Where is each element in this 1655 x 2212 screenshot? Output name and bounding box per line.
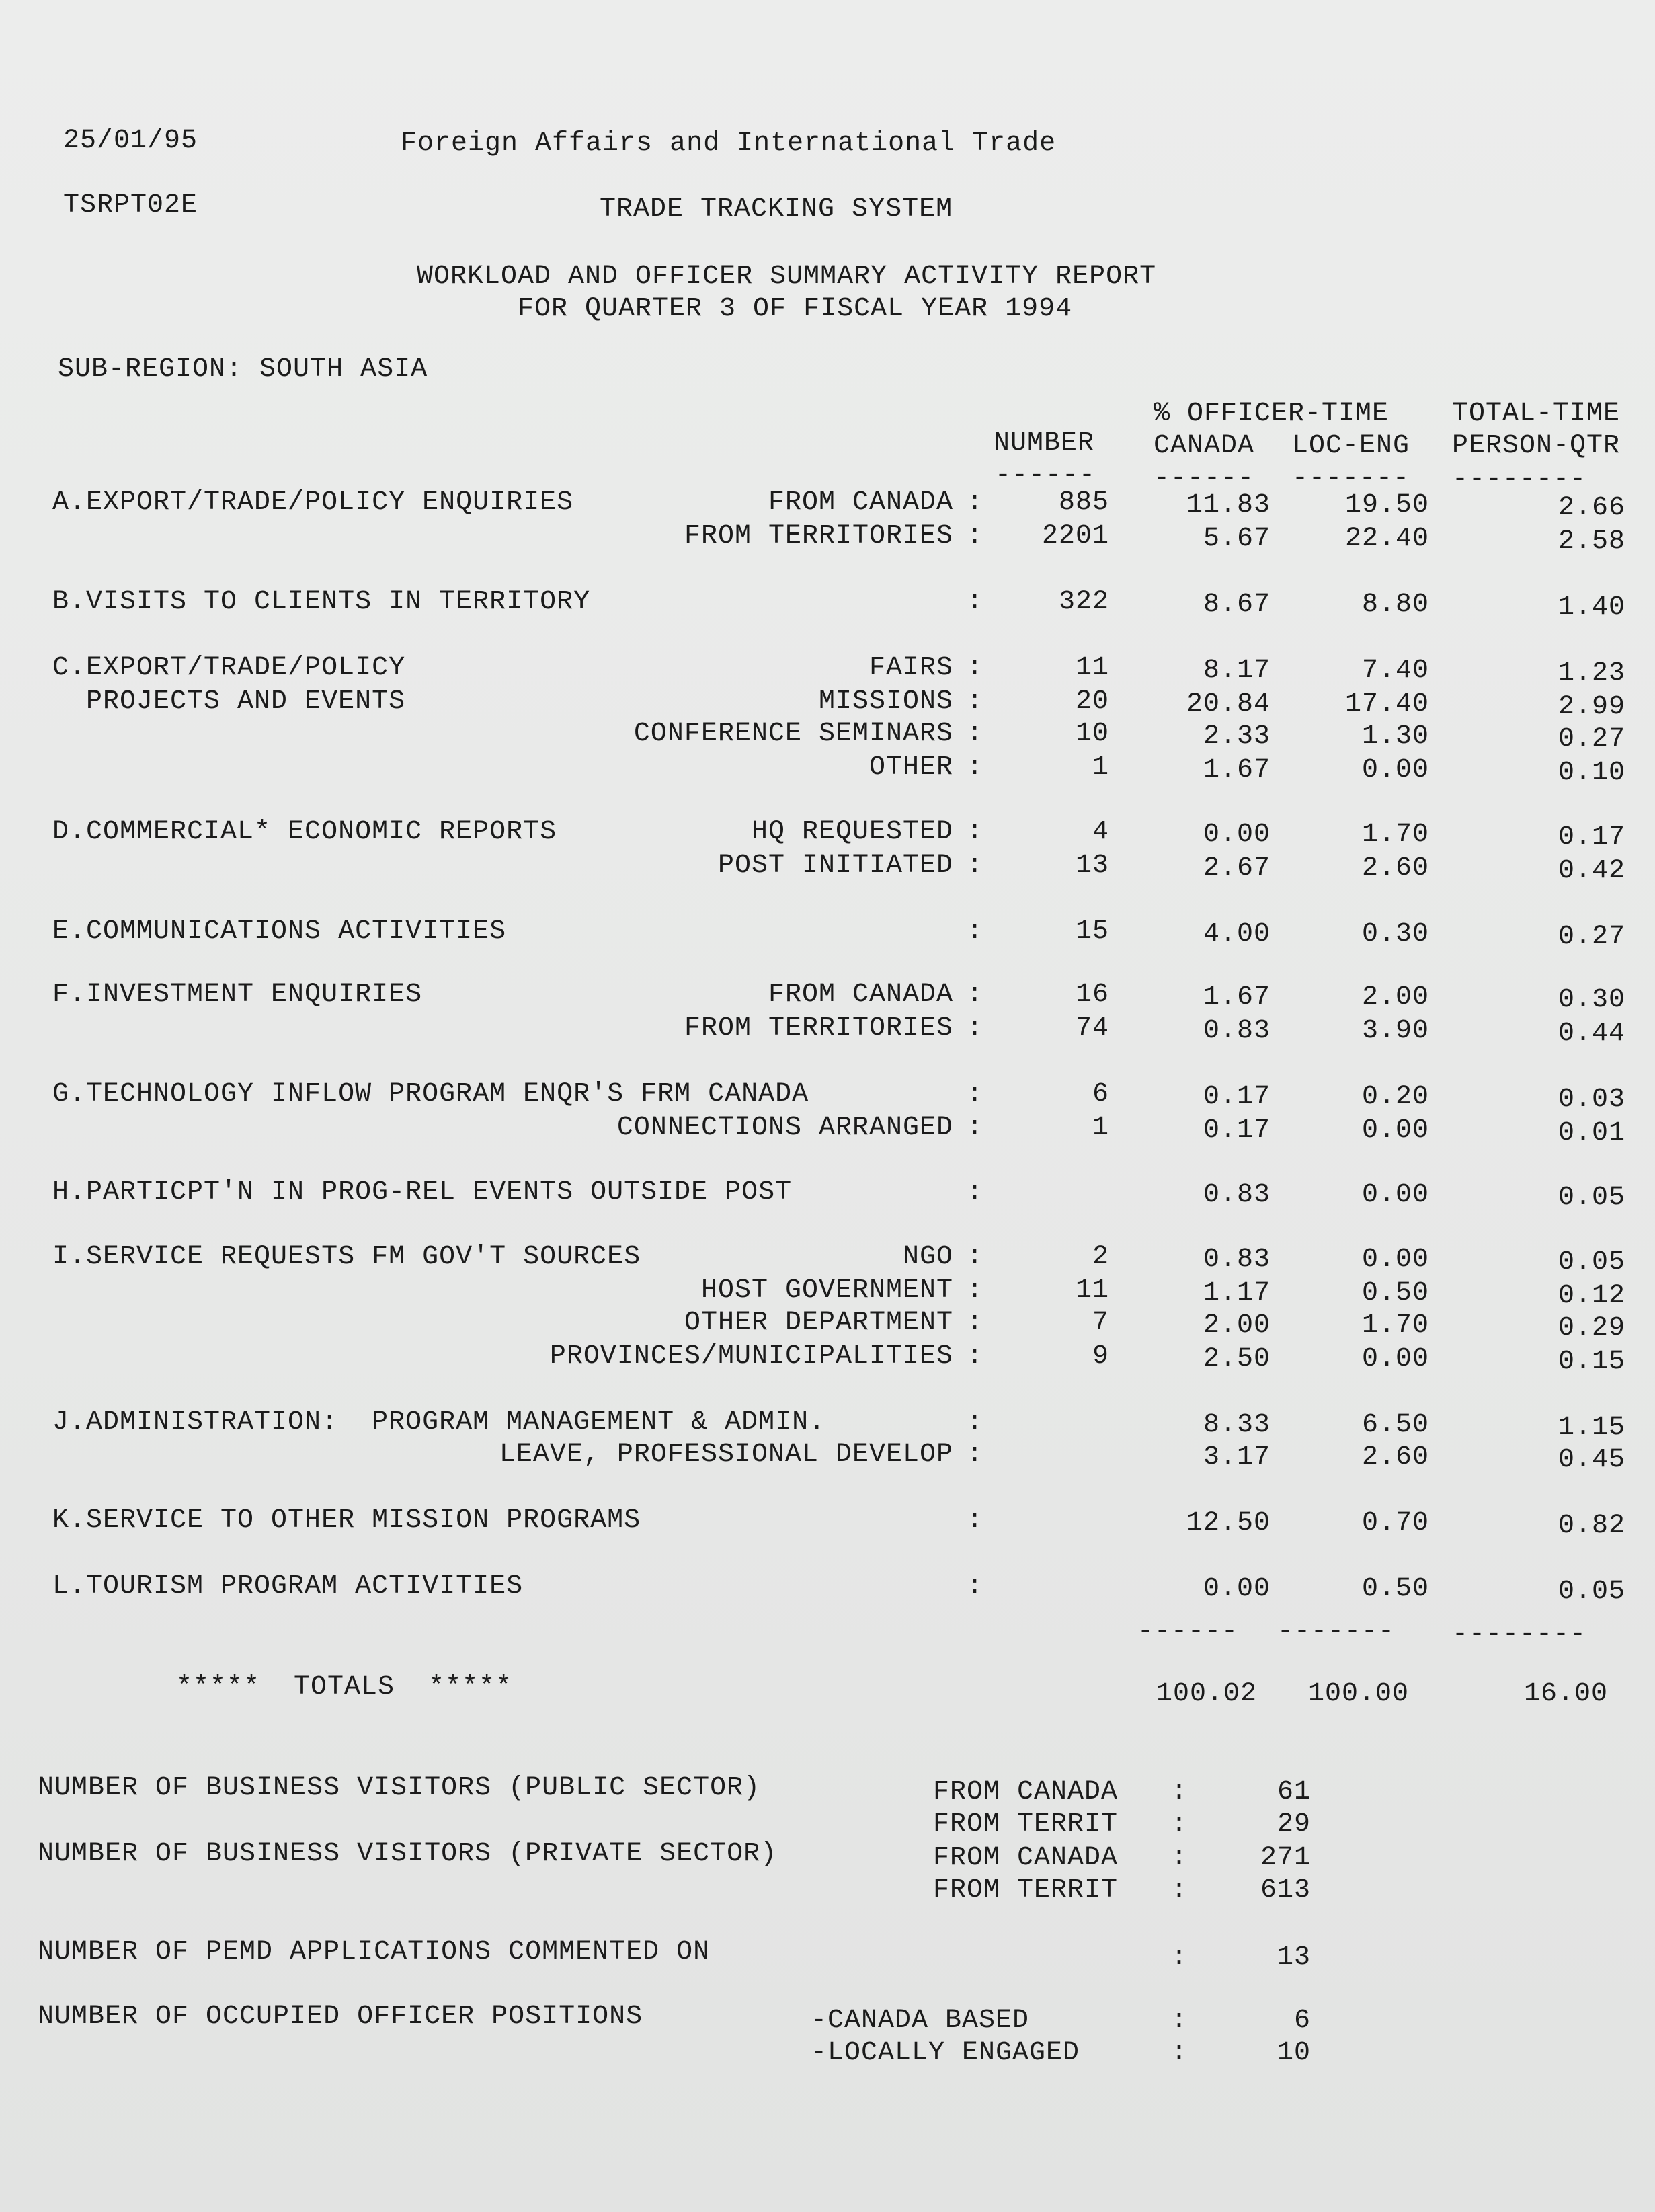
row-loc-eng: 0.00	[1361, 1180, 1429, 1210]
visitors-private-canada-value: 271	[1260, 1843, 1311, 1873]
pemd-label: NUMBER OF PEMD APPLICATIONS COMMENTED ON	[38, 1937, 711, 1967]
row-loc-eng: 1.30	[1361, 721, 1429, 752]
row-colon: :	[967, 1505, 984, 1536]
visitors-public-from-territ: FROM TERRIT	[933, 1809, 1119, 1840]
row-number: 1	[1092, 752, 1109, 783]
positions-canada-value: 6	[1293, 2006, 1311, 2036]
row-canada: 2.33	[1203, 721, 1270, 752]
row-number: 20	[1075, 686, 1109, 717]
col-header-officer-time: % OFFICER-TIME	[1154, 399, 1389, 429]
row-loc-eng: 0.70	[1361, 1508, 1429, 1538]
col-header-total-time: TOTAL-TIME	[1452, 399, 1621, 429]
row-sublabel: HOST GOVERNMENT	[700, 1275, 953, 1306]
totals-canada: 100.02	[1156, 1679, 1257, 1709]
col-rule-number: ------	[995, 461, 1096, 491]
row-canada: 2.00	[1203, 1310, 1270, 1341]
row-label: L.TOURISM PROGRAM ACTIVITIES	[52, 1571, 524, 1602]
row-number: 7	[1092, 1308, 1109, 1338]
row-person-qtr: 2.66	[1558, 493, 1625, 523]
row-label: D.COMMERCIAL* ECONOMIC REPORTS	[52, 817, 557, 847]
report-title-line2: FOR QUARTER 3 OF FISCAL YEAR 1994	[518, 294, 1073, 324]
row-person-qtr: 0.05	[1558, 1183, 1625, 1213]
row-loc-eng: 1.70	[1361, 820, 1429, 850]
row-person-qtr: 0.10	[1558, 758, 1625, 788]
row-colon: :	[967, 587, 984, 617]
row-person-qtr: 0.12	[1558, 1281, 1625, 1311]
row-sublabel: NGO	[902, 1242, 953, 1272]
row-colon: :	[967, 719, 984, 749]
row-label: F.INVESTMENT ENQUIRIES	[52, 980, 423, 1010]
row-colon: :	[967, 653, 984, 683]
totals-label: ***** TOTALS *****	[176, 1672, 513, 1702]
total-rule-loc-eng: -------	[1277, 1617, 1396, 1647]
row-colon: :	[967, 1341, 984, 1372]
row-colon: :	[967, 817, 984, 847]
col-rule-canada: ------	[1154, 463, 1255, 493]
col-header-loc-eng: LOC-ENG	[1292, 431, 1410, 461]
row-canada: 0.17	[1203, 1115, 1270, 1146]
positions-local-label: -LOCALLY ENGAGED	[811, 2038, 1080, 2068]
row-canada: 1.17	[1203, 1278, 1270, 1308]
row-loc-eng: 0.30	[1361, 919, 1429, 949]
row-loc-eng: 0.00	[1361, 755, 1429, 785]
row-label: I.SERVICE REQUESTS FM GOV'T SOURCES	[52, 1242, 641, 1272]
row-sublabel: HQ REQUESTED	[751, 817, 953, 847]
row-canada: 8.67	[1203, 590, 1270, 620]
row-person-qtr: 0.15	[1558, 1347, 1625, 1377]
row-canada: 2.67	[1203, 853, 1270, 883]
row-label: J.ADMINISTRATION: PROGRAM MANAGEMENT & ADMIN.	[52, 1407, 826, 1437]
system-name: TRADE TRACKING SYSTEM	[600, 194, 953, 225]
row-colon: :	[967, 851, 984, 881]
row-number: 13	[1075, 851, 1109, 881]
visitors-private-from-territ: FROM TERRIT	[933, 1875, 1119, 1905]
row-person-qtr: 0.29	[1558, 1313, 1625, 1343]
positions-label: NUMBER OF OCCUPIED OFFICER POSITIONS	[38, 2002, 643, 2032]
visitors-private-label: NUMBER OF BUSINESS VISITORS (PRIVATE SECTOR)	[38, 1839, 778, 1869]
report-title-line1: WORKLOAD AND OFFICER SUMMARY ACTIVITY REPORT	[417, 262, 1157, 292]
bleed-through	[1365, 141, 1623, 171]
row-loc-eng: 2.60	[1361, 853, 1429, 883]
row-number: 6	[1092, 1079, 1109, 1109]
row-canada: 8.17	[1203, 656, 1270, 686]
row-loc-eng: 3.90	[1361, 1016, 1429, 1046]
row-number: 16	[1075, 980, 1109, 1010]
row-person-qtr: 0.17	[1558, 822, 1625, 853]
subregion: SUB-REGION: SOUTH ASIA	[58, 354, 428, 385]
department-name: Foreign Affairs and International Trade	[401, 128, 1057, 159]
colon: :	[1171, 1942, 1188, 1973]
row-person-qtr: 0.27	[1558, 922, 1625, 952]
row-loc-eng: 22.40	[1344, 524, 1429, 554]
total-rule-person-qtr: --------	[1452, 1620, 1587, 1650]
row-canada: 0.00	[1203, 1574, 1270, 1604]
colon: :	[1171, 1809, 1188, 1840]
row-sublabel: LEAVE, PROFESSIONAL DEVELOP	[499, 1439, 953, 1470]
row-canada: 4.00	[1203, 919, 1270, 949]
report-code: TSRPT02E	[63, 190, 198, 221]
row-label: A.EXPORT/TRADE/POLICY ENQUIRIES	[52, 487, 574, 518]
row-canada: 1.67	[1203, 982, 1270, 1013]
row-sublabel: OTHER	[869, 752, 953, 783]
row-person-qtr: 0.44	[1558, 1019, 1625, 1049]
row-sublabel: OTHER DEPARTMENT	[684, 1308, 953, 1338]
report-date: 25/01/95	[63, 126, 198, 156]
row-number: 15	[1075, 916, 1109, 947]
row-loc-eng: 8.80	[1361, 590, 1429, 620]
row-canada: 1.67	[1203, 755, 1270, 785]
row-canada: 2.50	[1203, 1344, 1270, 1374]
row-number: 4	[1092, 817, 1109, 847]
row-loc-eng: 0.50	[1361, 1574, 1429, 1604]
row-loc-eng: 0.00	[1361, 1344, 1429, 1374]
row-colon: :	[967, 1113, 984, 1143]
row-canada: 0.17	[1203, 1082, 1270, 1112]
row-colon: :	[967, 1242, 984, 1272]
row-canada: 3.17	[1203, 1442, 1270, 1472]
col-header-canada: CANADA	[1154, 431, 1255, 461]
row-person-qtr: 2.99	[1558, 692, 1625, 722]
visitors-public-label: NUMBER OF BUSINESS VISITORS (PUBLIC SECTOR)	[38, 1773, 761, 1803]
totals-person-qtr: 16.00	[1523, 1679, 1608, 1709]
row-loc-eng: 7.40	[1361, 656, 1429, 686]
row-canada: 20.84	[1186, 689, 1270, 719]
positions-canada-label: -CANADA BASED	[811, 2006, 1030, 2036]
row-number: 2201	[1041, 521, 1109, 551]
visitors-public-from-canada: FROM CANADA	[933, 1777, 1119, 1807]
row-number: 9	[1092, 1341, 1109, 1372]
row-person-qtr: 0.01	[1558, 1118, 1625, 1148]
row-canada: 0.83	[1203, 1245, 1270, 1275]
row-person-qtr: 0.42	[1558, 856, 1625, 886]
row-label: B.VISITS TO CLIENTS IN TERRITORY	[52, 587, 591, 617]
visitors-private-territ-value: 613	[1260, 1875, 1311, 1905]
row-person-qtr: 0.03	[1558, 1084, 1625, 1115]
row-sublabel: CONFERENCE SEMINARS	[633, 719, 953, 749]
row-label: H.PARTICPT'N IN PROG-REL EVENTS OUTSIDE POST	[52, 1177, 793, 1208]
row-colon: :	[967, 752, 984, 783]
colon: :	[1171, 2038, 1188, 2068]
row-label: G.TECHNOLOGY INFLOW PROGRAM ENQR'S FRM CANADA	[52, 1079, 809, 1109]
row-colon: :	[967, 1407, 984, 1437]
row-loc-eng: 0.20	[1361, 1082, 1429, 1112]
colon: :	[1171, 1777, 1188, 1807]
row-colon: :	[967, 521, 984, 551]
row-loc-eng: 2.00	[1361, 982, 1429, 1013]
row-canada: 12.50	[1186, 1508, 1270, 1538]
row-person-qtr: 0.30	[1558, 985, 1625, 1015]
row-loc-eng: 0.00	[1361, 1245, 1429, 1275]
row-sublabel: MISSIONS	[818, 686, 953, 717]
totals-loc-eng: 100.00	[1307, 1679, 1409, 1709]
colon: :	[1171, 2006, 1188, 2036]
row-canada: 0.83	[1203, 1180, 1270, 1210]
row-colon: :	[967, 1013, 984, 1043]
col-header-number: NUMBER	[994, 428, 1095, 459]
pemd-value: 13	[1277, 1942, 1311, 1973]
row-person-qtr: 0.05	[1558, 1577, 1625, 1607]
row-canada: 0.83	[1203, 1016, 1270, 1046]
row-sublabel: CONNECTIONS ARRANGED	[616, 1113, 953, 1143]
row-sublabel: FROM TERRITORIES	[684, 521, 953, 551]
row-loc-eng: 0.00	[1361, 1115, 1429, 1146]
row-loc-eng: 2.60	[1361, 1442, 1429, 1472]
col-header-person-qtr: PERSON-QTR	[1452, 431, 1621, 461]
total-rule-canada: ------	[1137, 1617, 1239, 1647]
row-sublabel: FROM CANADA	[768, 980, 953, 1010]
row-colon: :	[967, 916, 984, 947]
row-canada: 8.33	[1203, 1410, 1270, 1440]
row-person-qtr: 0.82	[1558, 1511, 1625, 1541]
row-loc-eng: 0.50	[1361, 1278, 1429, 1308]
row-canada: 11.83	[1186, 490, 1270, 520]
row-number: 11	[1075, 1275, 1109, 1306]
row-sublabel: FROM CANADA	[768, 487, 953, 518]
row-colon: :	[967, 1177, 984, 1208]
row-label: C.EXPORT/TRADE/POLICY	[52, 653, 406, 683]
row-person-qtr: 0.05	[1558, 1247, 1625, 1277]
row-number: 1	[1092, 1113, 1109, 1143]
row-number: 74	[1075, 1013, 1109, 1043]
visitors-public-territ-value: 29	[1277, 1809, 1311, 1840]
row-colon: :	[967, 1439, 984, 1470]
row-canada: 0.00	[1203, 820, 1270, 850]
positions-local-value: 10	[1277, 2038, 1311, 2068]
row-sublabel: FAIRS	[869, 653, 953, 683]
col-rule-person-qtr: --------	[1452, 465, 1587, 495]
row-person-qtr: 0.27	[1558, 724, 1625, 754]
row-loc-eng: 6.50	[1361, 1410, 1429, 1440]
row-number: 885	[1058, 487, 1109, 518]
visitors-public-canada-value: 61	[1277, 1777, 1311, 1807]
row-colon: :	[967, 1308, 984, 1338]
row-sublabel: PROVINCES/MUNICIPALITIES	[549, 1341, 953, 1372]
row-colon: :	[967, 1079, 984, 1109]
row-person-qtr: 1.23	[1558, 658, 1625, 688]
row-label: E.COMMUNICATIONS ACTIVITIES	[52, 916, 507, 947]
row-number: 10	[1075, 719, 1109, 749]
colon: :	[1171, 1843, 1188, 1873]
row-label: K.SERVICE TO OTHER MISSION PROGRAMS	[52, 1505, 641, 1536]
row-label: PROJECTS AND EVENTS	[52, 686, 406, 717]
row-person-qtr: 1.15	[1558, 1413, 1625, 1443]
colon: :	[1171, 1875, 1188, 1905]
row-colon: :	[967, 487, 984, 518]
visitors-private-from-canada: FROM CANADA	[933, 1843, 1119, 1873]
row-number: 322	[1058, 587, 1109, 617]
row-loc-eng: 17.40	[1344, 689, 1429, 719]
row-number: 11	[1075, 653, 1109, 683]
row-canada: 5.67	[1203, 524, 1270, 554]
row-person-qtr: 0.45	[1558, 1445, 1625, 1475]
row-sublabel: FROM TERRITORIES	[684, 1013, 953, 1043]
row-colon: :	[967, 1275, 984, 1306]
row-colon: :	[967, 1571, 984, 1602]
row-colon: :	[967, 980, 984, 1010]
col-rule-loc-eng: -------	[1292, 463, 1410, 493]
row-person-qtr: 2.58	[1558, 526, 1625, 557]
row-sublabel: POST INITIATED	[717, 851, 953, 881]
row-loc-eng: 19.50	[1344, 490, 1429, 520]
row-loc-eng: 1.70	[1361, 1310, 1429, 1341]
row-person-qtr: 1.40	[1558, 592, 1625, 623]
row-number: 2	[1092, 1242, 1109, 1272]
row-colon: :	[967, 686, 984, 717]
